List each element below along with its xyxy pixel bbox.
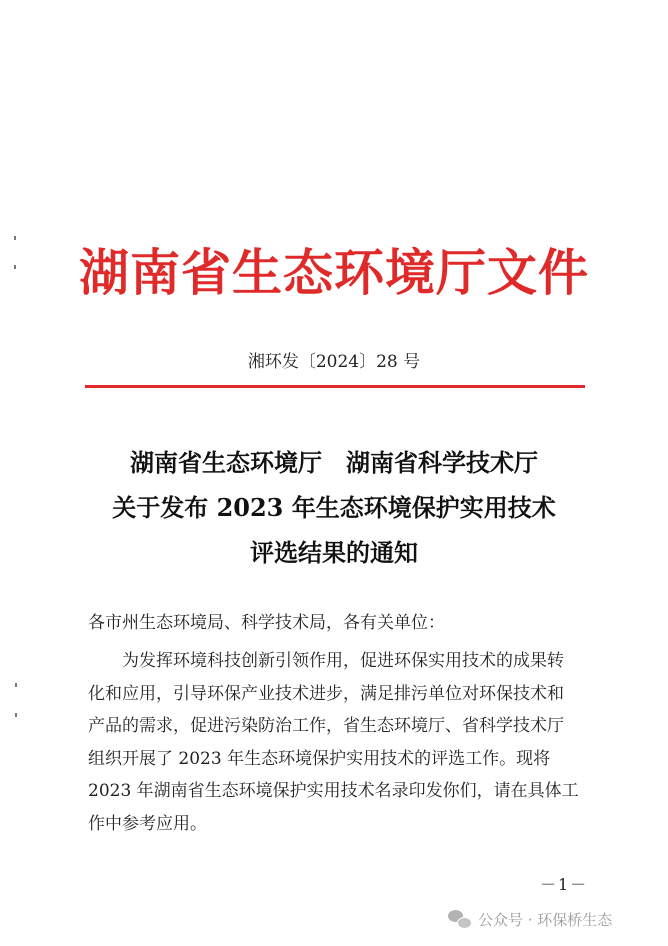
watermark: [448, 906, 612, 932]
scan-mark: [15, 713, 17, 717]
scan-mark: [15, 683, 17, 687]
watermark-text: 公众号 · 环保桥生态: [478, 910, 613, 929]
notice-title-line: 湖南省生态环境厅 湖南省科学技术厅: [130, 448, 538, 477]
body-paragraph: [88, 645, 588, 841]
body-line: 组织开展了 2023 年生态环境保护实用技术的评选工作。现将: [88, 748, 551, 769]
red-divider-line: [85, 385, 585, 388]
body-line: 为发挥环境科技创新引领作用，促进环保实用技术的成果转: [122, 651, 564, 671]
body-line: 2023 年湖南省生态环境保护实用技术名录印发你们，请在具体工: [88, 781, 579, 802]
notice-title: [0, 440, 668, 575]
body-line: 化和应用，引导环保产业技术进步，满足排污单位对环保技术和: [88, 683, 564, 704]
notice-title-line: 关于发布 2023 年生态环境保护实用技术: [112, 493, 556, 522]
wechat-icon: [448, 909, 472, 929]
document-number: 湘环发〔2024〕28 号: [247, 352, 421, 372]
page-number: －1－: [540, 875, 589, 894]
agency-header-title: 湖南省生态环境厅文件: [79, 243, 589, 302]
notice-title-line: 评选结果的通知: [250, 538, 418, 567]
recipient-line: 各市州生态环境局、科学技术局，各有关单位：: [88, 613, 445, 633]
body-line: 产品的需求，促进污染防治工作，省生态环境厅、省科学技术厅: [88, 716, 564, 737]
body-line: 作中参考应用。: [88, 813, 207, 834]
